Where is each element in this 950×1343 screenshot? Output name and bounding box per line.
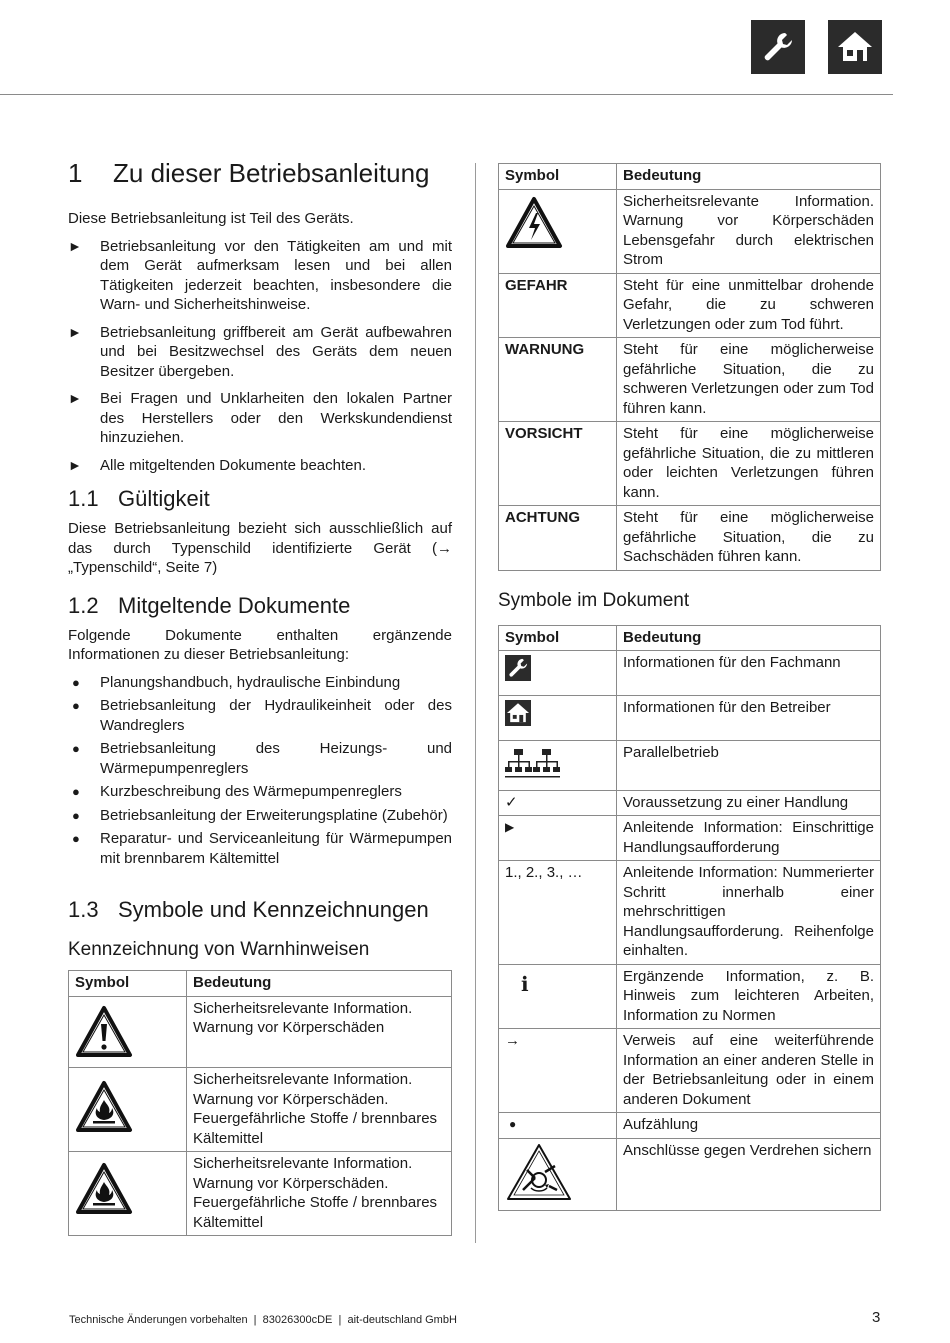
warning-labels-subheading: Kennzeichnung von Warnhinweisen [68, 939, 370, 960]
list-item: ● Planungshandbuch, hydraulische Einbindung [72, 673, 401, 691]
wrench-icon [505, 655, 531, 681]
triangle-right-icon: ► [68, 390, 82, 406]
bullet-icon: ● [72, 674, 80, 690]
arrow-right-icon: → [499, 1029, 617, 1113]
table-row: 1., 2., 3., … Anleitende Information: Nummerierter Schritt innerhalb einer mehrschrittigen Handlungsaufforderung. Reihenfolge einhalten. [499, 861, 881, 965]
list-item: ► Alle mitgeltenden Dokumente beachten. [68, 456, 367, 474]
bullet-icon: ● [72, 698, 80, 713]
list-item: ● Betriebsanleitung der Erweiterungsplatine (Zubehör) [72, 806, 448, 824]
warning-flammable-icon [75, 1080, 133, 1134]
table-row: → Verweis auf eine weiterführende Information an einer anderen Stelle in der Betriebsanleitung oder in einem anderen Dokument [499, 1029, 881, 1113]
table-row: ACHTUNG Steht für eine möglicherweise gefährliche Situation, die zu Sachschäden führen kann. [499, 506, 881, 571]
document-symbols-subheading: Symbole im Dokument [498, 589, 690, 611]
warning-table-right [498, 163, 881, 571]
table-row: Sicherheitsrelevante Information. Warnung vor Körperschäden. Feuergefährliche Stoffe / brennbares Kältemittel [69, 1068, 452, 1152]
section-1-heading: 1 Zu dieser Betriebsanleitung [68, 158, 430, 188]
section-1-bullets [68, 237, 452, 476]
triangle-right-icon: ► [68, 456, 82, 473]
check-icon: ✓ [499, 790, 617, 816]
table-row: GEFAHR Steht für eine unmittelbar drohende Gefahr, die zu schweren Verletzungen oder zum Tod führt. [499, 273, 881, 338]
left-column [68, 157, 452, 1236]
list-item: ● Betriebsanleitung des Heizungs- und Wärmepumpenreglers [72, 740, 452, 777]
network-icon [505, 747, 561, 781]
reference-arrow-icon: → [437, 539, 452, 557]
bullet-icon: ● [499, 1113, 617, 1139]
list-item: ► Betriebsanleitung vor den Tätigkeiten am und mit dem Gerät aufmerksam lesen und bei allen Tätigkeiten jederzeit beachten, insbesondere die Warn- und Sicherheitshinweise. [68, 237, 452, 313]
bullet-icon: ● [72, 784, 80, 799]
table-header-row: Symbol Bedeutung [69, 971, 452, 997]
right-column [498, 163, 881, 1211]
table-row: Anschlüsse gegen Verdrehen sichern [499, 1138, 881, 1211]
bullet-icon: ● [72, 831, 80, 846]
table-header-row: Symbol Bedeutung [499, 625, 881, 651]
table-row: VORSICHT Steht für eine möglicherweise gefährliche Situation, die zu mittleren oder leichten Verletzungen führen kann. [499, 422, 881, 506]
table-row: Sicherheitsrelevante Information. Warnung vor Körperschäden Lebensgefahr durch elektrischen Strom [499, 189, 881, 273]
section-1-3-heading: 1.3 Symbole und Kennzeichnungen [68, 897, 429, 922]
section-1-2-list [68, 673, 452, 869]
table-row: Parallelbetrieb [499, 741, 881, 791]
table-row: Informationen für den Betreiber [499, 696, 881, 741]
warning-table-left [68, 970, 452, 1236]
table-row: ● Aufzählung [499, 1113, 881, 1139]
house-icon [828, 20, 882, 74]
table-row: Sicherheitsrelevante Information. Warnung vor Körperschäden [69, 996, 452, 1068]
header-divider [0, 94, 893, 95]
table-row: ℹ Ergänzende Information, z. B. Hinweis zum leichteren Arbeiten, Information zu Normen [499, 964, 881, 1029]
anti-twist-icon [505, 1142, 573, 1202]
table-header-row: Symbol Bedeutung [499, 164, 881, 190]
section-1-2-intro: Folgende Dokumente enthalten ergänzende Informationen zu dieser Betriebsanleitung: [68, 626, 452, 663]
list-item: ● Betriebsanleitung der Hydraulikeinheit oder des Wandreglers [72, 697, 452, 734]
document-symbols-table [498, 625, 881, 1212]
bullet-icon: ● [72, 807, 80, 823]
section-1-1-text: Diese Betriebsanleitung bezieht sich ausschließlich auf das durch Typenschild identifizierte Gerät (→ „Typenschild“, Seite 7) [68, 520, 452, 576]
house-icon [505, 700, 531, 726]
triangle-right-icon: ▶ [499, 816, 617, 861]
section-1-2-heading: 1.2 Mitgeltende Dokumente [68, 592, 351, 618]
table-row: Informationen für den Fachmann [499, 651, 881, 696]
column-divider [475, 163, 476, 1243]
table-row: ▶ Anleitende Information: Einschrittige Handlungsaufforderung [499, 816, 881, 861]
list-item: ► Bei Fragen und Unklarheiten den lokalen Partner des Herstellers oder den Werkskundendienst hinzuziehen. [68, 390, 452, 446]
bullet-icon: ● [72, 741, 80, 756]
table-row: ✓ Voraussetzung zu einer Handlung [499, 790, 881, 816]
section-1-1-heading: 1.1 Gültigkeit [68, 486, 210, 511]
warning-exclamation-icon [75, 1005, 133, 1059]
page-number: 3 [872, 1309, 881, 1326]
table-row: WARNUNG Steht für eine möglicherweise gefährliche Situation, die zu schweren Verletzungen oder zum Tod führen kann. [499, 338, 881, 422]
electric-hazard-icon [505, 196, 563, 250]
list-item: ● Reparatur- und Serviceanleitung für Wärmepumpen mit brennbarem Kältemittel [72, 830, 452, 867]
wrench-icon [751, 20, 805, 74]
triangle-right-icon: ► [68, 237, 82, 254]
list-item: ● Kurzbeschreibung des Wärmepumpenreglers [72, 783, 402, 800]
warning-flammable-icon [75, 1162, 133, 1216]
footer-text: Technische Änderungen vorbehalten | 83026300cDE | ait-deutschland GmbH [69, 1314, 457, 1326]
section-1-intro: Diese Betriebsanleitung ist Teil des Geräts. [68, 210, 354, 227]
info-icon: ℹ [499, 964, 617, 1029]
table-row: Sicherheitsrelevante Information. Warnung vor Körperschäden. Feuergefährliche Stoffe / brennbares Kältemittel [69, 1152, 452, 1236]
triangle-right-icon: ► [68, 323, 82, 340]
list-item: ► Betriebsanleitung griffbereit am Gerät aufbewahren und bei Besitzwechsel des Geräts dem neuen Besitzer übergeben. [68, 323, 452, 380]
